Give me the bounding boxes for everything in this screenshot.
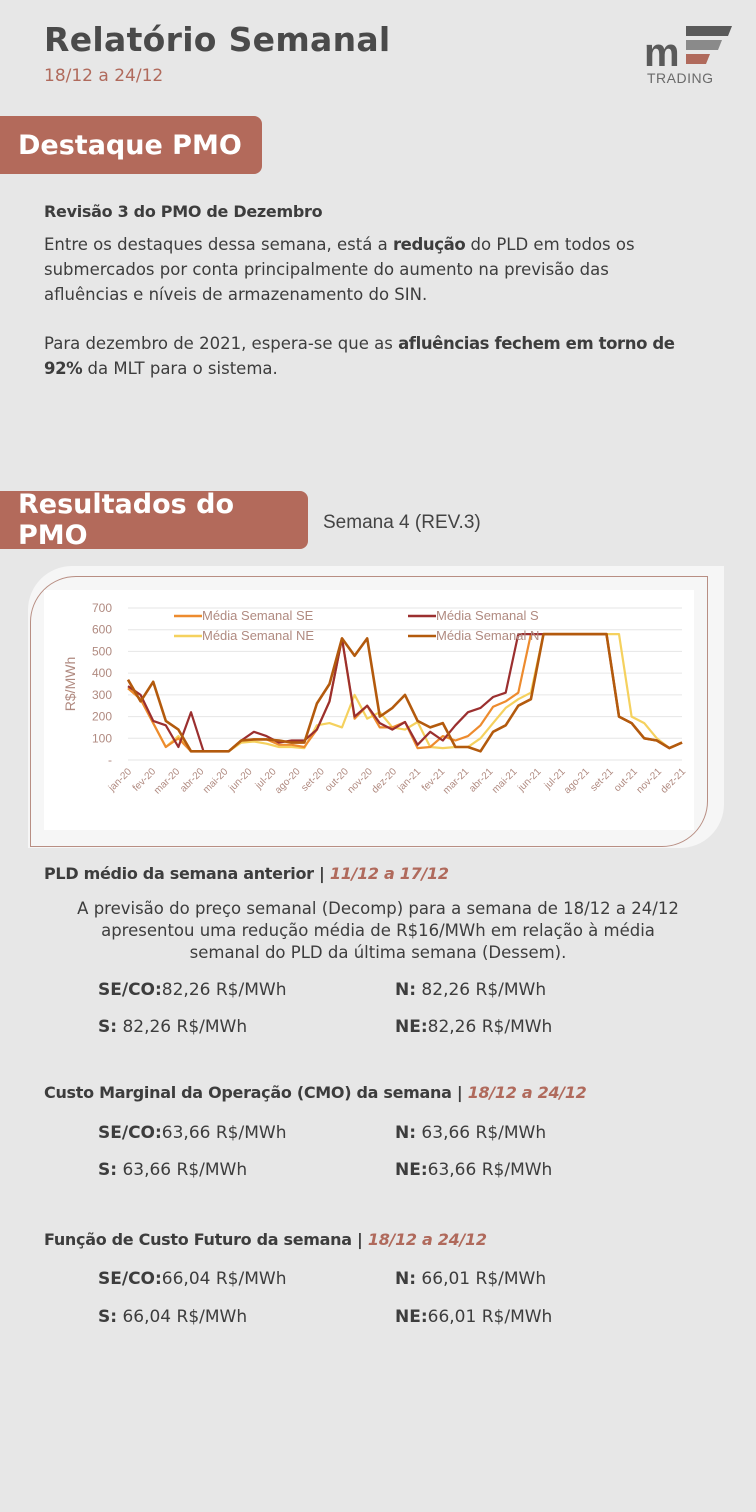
x-tick-label: mar-20 [152, 766, 183, 797]
fcf-heading: Função de Custo Futuro da semana | 18/12 a 24/12 [44, 1230, 487, 1249]
x-tick-label: nov-21 [634, 766, 665, 796]
x-tick-label: fev-21 [419, 766, 448, 794]
legend-label-n: Média Semanal N [436, 628, 540, 643]
x-tick-label: nov-20 [345, 766, 375, 796]
x-tick-label: ago-21 [561, 766, 592, 797]
x-tick-label: dez-20 [369, 766, 400, 796]
fcf-ne-value: NE:66,01 R$/MWh [395, 1307, 553, 1327]
fcf-s-value: S: 66,04 R$/MWh [98, 1307, 248, 1327]
y-tick-label: 500 [91, 644, 112, 659]
x-tick-label: ago-20 [272, 766, 303, 797]
x-tick-label: jan-21 [395, 766, 424, 794]
x-tick-label: jul-21 [542, 766, 568, 792]
cmo-heading: Custo Marginal da Operação (CMO) da semana | 18/12 a 24/12 [44, 1083, 587, 1102]
legend-label-s: Média Semanal S [436, 608, 539, 623]
week-label: Semana 4 (REV.3) [323, 512, 481, 533]
destaque-pmo-tab: Destaque PMO [0, 116, 262, 174]
x-tick-label: abr-21 [467, 766, 496, 795]
y-tick-label: 700 [91, 601, 112, 615]
cmo-seco-value: SE/CO:63,66 R$/MWh [98, 1123, 287, 1143]
fcf-seco-value: SE/CO:66,04 R$/MWh [98, 1269, 287, 1289]
pld-ne-value: NE:82,26 R$/MWh [395, 1017, 553, 1037]
pld-s-value: S: 82,26 R$/MWh [98, 1017, 248, 1037]
destaque-paragraph-2: Para dezembro de 2021, espera-se que as afluências fechem em torno de 92% da MLT para o sistema. [44, 334, 675, 378]
x-tick-label: set-21 [588, 766, 616, 794]
y-tick-label: - [108, 753, 112, 767]
x-tick-label: mar-21 [441, 766, 472, 797]
x-tick-label: jun-21 [516, 766, 544, 794]
y-tick-label: 200 [91, 709, 112, 724]
y-tick-label: 400 [91, 666, 112, 681]
legend-label-se: Média Semanal SE [202, 608, 314, 623]
y-tick-label: 600 [91, 622, 112, 637]
pld-seco-value: SE/CO:82,26 R$/MWh [98, 980, 287, 1000]
legend-label-ne: Média Semanal NE [202, 628, 314, 643]
fcf-n-value: N: 66,01 R$/MWh [395, 1269, 547, 1289]
pld-heading: PLD médio da semana anterior | 11/12 a 17/12 [44, 864, 449, 883]
resultados-pmo-tab: Resultados do PMO [0, 491, 308, 549]
x-tick-label: out-20 [323, 766, 351, 795]
cmo-ne-value: NE:63,66 R$/MWh [395, 1160, 553, 1180]
pld-paragraph: A previsão do preço semanal (Decomp) para a semana de 18/12 a 24/12 apresentou uma redução média de R$16/MWh em relação à média semanal do PLD da última semana (Dessem). [77, 899, 679, 962]
y-tick-label: 300 [91, 687, 112, 702]
x-tick-label: abr-20 [178, 766, 207, 795]
x-tick-label: mai-20 [201, 766, 231, 796]
x-tick-label: fev-20 [130, 766, 159, 794]
y-axis-label: R$/MWh [62, 656, 78, 712]
destaque-paragraph-1: Entre os destaques dessa semana, está a redução do PLD em todos os submercados por conta principalmente do aumento na previsão das afluências e níveis de armazenamento do SIN. [44, 235, 635, 304]
report-date-range: 18/12 a 24/12 [44, 66, 164, 86]
y-tick-label: 100 [91, 731, 112, 746]
x-tick-label: dez-21 [658, 766, 689, 796]
pld-n-value: N: 82,26 R$/MWh [395, 980, 547, 1000]
report-title: Relatório Semanal [44, 20, 391, 59]
x-tick-label: set-20 [299, 766, 327, 794]
x-tick-label: jan-20 [106, 766, 135, 794]
cmo-n-value: N: 63,66 R$/MWh [395, 1123, 547, 1143]
x-tick-label: out-21 [612, 766, 640, 795]
destaque-heading: Revisão 3 do PMO de Dezembro [44, 202, 323, 221]
svg-text:m: m [644, 31, 680, 75]
pld-weekly-chart [44, 590, 694, 830]
x-tick-label: jun-20 [227, 766, 255, 794]
x-tick-label: mai-21 [490, 766, 520, 796]
logo-trading-text: TRADING [647, 70, 714, 86]
x-tick-label: jul-20 [253, 766, 279, 792]
cmo-s-value: S: 63,66 R$/MWh [98, 1160, 248, 1180]
